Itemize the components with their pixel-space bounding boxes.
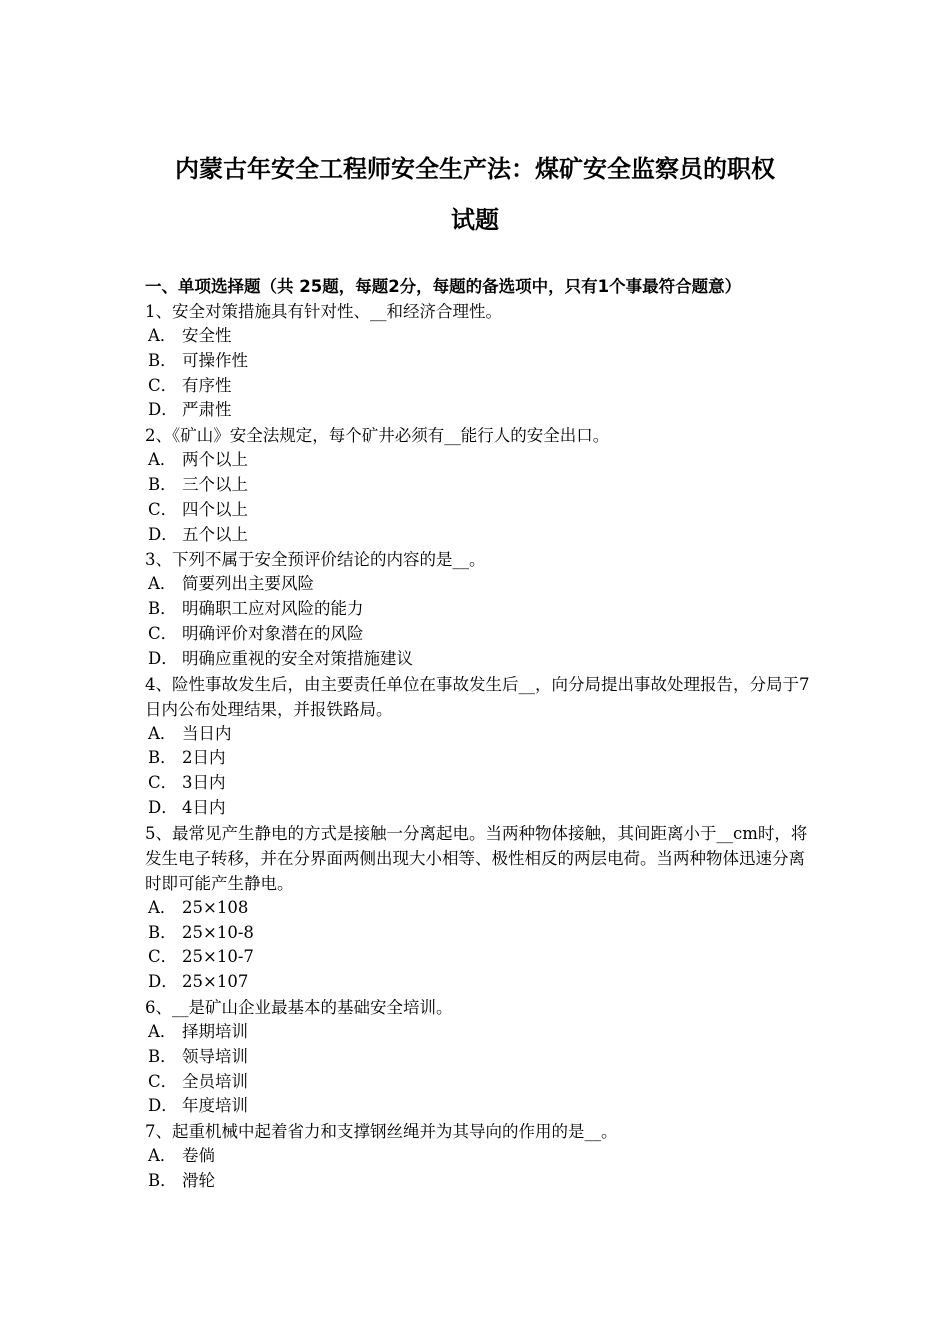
option-text: 领导培训 [182, 1046, 248, 1066]
option-text: 四个以上 [182, 499, 248, 519]
option-text: 可操作性 [182, 350, 248, 370]
option-a [145, 324, 810, 349]
question-block [145, 821, 810, 995]
question-block [145, 672, 810, 821]
option-a [145, 1144, 810, 1169]
option-a [145, 1020, 810, 1045]
option-a [145, 722, 810, 747]
option-text: 两个以上 [182, 450, 248, 470]
option-text: 有序性 [182, 375, 232, 395]
option-text: 明确职工应对风险的能力 [182, 599, 364, 619]
option-text: 明确评价对象潜在的风险 [182, 623, 364, 643]
option-d [145, 796, 810, 821]
option-d [145, 398, 810, 423]
question-text: 5、最常见产生静电的方式是接触一分离起电。当两种物体接触，其间距离小于__cm时，将发生电子转移，并在分界面两侧出现大小相等、极性相反的两层电荷。当两种物体迅速分离时即可能产生静电。 [145, 823, 808, 893]
option-text: 滑轮 [182, 1170, 215, 1190]
option-text: 4日内 [182, 797, 226, 817]
option-letter: B． [148, 474, 177, 494]
option-letter: A． [148, 1021, 177, 1041]
option-letter: A． [148, 1146, 177, 1166]
question-block [145, 423, 810, 547]
option-letter: A． [148, 326, 177, 345]
option-c [145, 498, 810, 523]
question-text: 6、__是矿山企业最基本的基础安全培训。 [145, 997, 453, 1017]
option-text: 卷倘 [182, 1146, 215, 1166]
document-body [145, 274, 810, 1194]
option-letter: A． [148, 897, 177, 917]
option-text: 年度培训 [182, 1096, 248, 1116]
option-text: 三个以上 [182, 474, 248, 494]
option-text: 25×108 [182, 897, 249, 917]
option-letter: D． [148, 648, 178, 668]
option-letter: A． [148, 723, 177, 743]
option-text: 25×107 [182, 972, 249, 992]
question-block [145, 299, 810, 423]
option-d [145, 523, 810, 548]
option-letter: D． [148, 797, 178, 817]
option-letter: A． [148, 450, 177, 470]
option-a [145, 572, 810, 597]
option-letter: C． [148, 375, 178, 395]
question-text: 3、下列不属于安全预评价结论的内容的是__。 [145, 550, 486, 570]
option-c [145, 771, 810, 796]
option-text: 3日内 [182, 773, 226, 793]
section-heading: 一、单项选择题（共 25题，每题2分，每题的备选项中，只有1个事最符合题意） [145, 277, 742, 296]
option-letter: C． [148, 947, 178, 967]
option-c [145, 622, 810, 647]
question-block [145, 1119, 810, 1194]
question-block [145, 547, 810, 671]
question-text: 1、安全对策措施具有针对性、__和经济合理性。 [145, 302, 502, 321]
option-text: 安全性 [182, 326, 232, 345]
option-b [145, 597, 810, 622]
option-letter: B． [148, 748, 177, 768]
option-b [145, 746, 810, 771]
document-title-line2: 试题 [451, 206, 499, 234]
option-text: 五个以上 [182, 524, 248, 544]
question-text: 2、《矿山》安全法规定，每个矿井必须有__能行人的安全出口。 [145, 426, 610, 446]
option-letter: A． [148, 574, 177, 594]
option-b [145, 1169, 810, 1194]
option-a [145, 896, 810, 921]
option-text: 全员培训 [182, 1071, 248, 1091]
option-b [145, 349, 810, 374]
option-letter: B． [148, 922, 177, 942]
option-letter: D． [148, 524, 178, 544]
option-letter: B． [148, 350, 177, 370]
option-d [145, 647, 810, 672]
question-text: 7、起重机械中起着省力和支撑钢丝绳并为其导向的作用的是__。 [145, 1122, 618, 1142]
option-letter: C． [148, 499, 178, 519]
option-letter: C． [148, 773, 178, 793]
option-text: 25×10-8 [182, 922, 254, 942]
option-text: 择期培训 [182, 1021, 248, 1041]
option-d [145, 1094, 810, 1119]
option-letter: D． [148, 400, 178, 420]
option-c [145, 374, 810, 399]
option-a [145, 448, 810, 473]
option-c [145, 1070, 810, 1095]
option-letter: B． [148, 1170, 177, 1190]
option-b [145, 1045, 810, 1070]
option-text: 明确应重视的安全对策措施建议 [182, 648, 413, 668]
option-text: 简要列出主要风险 [182, 574, 314, 594]
option-b [145, 473, 810, 498]
option-letter: D． [148, 972, 178, 992]
question-text: 4、险性事故发生后，由主要责任单位在事故发生后__，向分局提出事故处理报告，分局于7日内公布处理结果，并报铁路局。 [145, 674, 810, 719]
option-c [145, 945, 810, 970]
option-letter: C． [148, 623, 178, 643]
option-letter: C． [148, 1071, 178, 1091]
option-d [145, 970, 810, 995]
option-text: 2日内 [182, 748, 226, 768]
option-b [145, 921, 810, 946]
question-block [145, 995, 810, 1119]
option-text: 当日内 [182, 723, 232, 743]
option-text: 25×10-7 [182, 947, 254, 967]
document-title-line1: 内蒙古年安全工程师安全生产法：煤矿安全监察员的职权 [175, 155, 775, 183]
option-text: 严肃性 [182, 400, 232, 420]
option-letter: B． [148, 599, 177, 619]
option-letter: D． [148, 1096, 178, 1116]
option-letter: B． [148, 1046, 177, 1066]
